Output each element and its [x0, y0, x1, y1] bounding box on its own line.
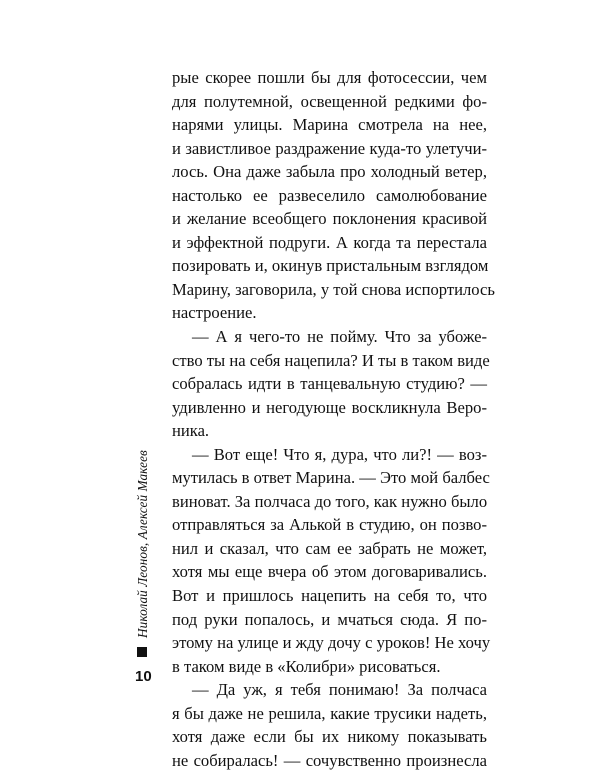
- text-line: ника.: [172, 421, 210, 441]
- text-line: рые скорее пошли бы для фотосессии, чем: [172, 68, 487, 87]
- text-line: Вот и пришлось нацепить на себя то, что: [172, 586, 487, 606]
- text-line: и желание всеобщего поклонения красивой: [172, 209, 487, 229]
- text-line: лось. Она даже забыла про холодный ветер,: [172, 162, 487, 182]
- text-line: в таком виде в «Колибри» рисоваться.: [172, 656, 441, 676]
- text-line: отправляться за Алькой в студию, он позво-: [172, 515, 487, 535]
- text-line: для полутемной, освещенной редкими фо-: [172, 91, 487, 111]
- text-line: Марину, заговорила, у той снова испортилось: [172, 279, 495, 299]
- text-line: нил и сказал, что сам ее забрать не может,: [172, 538, 487, 558]
- text-line: виноват. За полчаса до того, как нужно было: [172, 491, 488, 511]
- text-line: настолько ее развеселило самолюбование: [172, 185, 487, 205]
- text-line: этому на улице и жду дочу с уроков! Не хочу: [172, 633, 491, 653]
- page-number: 10: [135, 668, 152, 685]
- body-text: [172, 66, 495, 772]
- text-line: — А я чего-то не пойму. Что за убоже-: [192, 327, 487, 347]
- text-line: — Вот еще! Что я, дура, что ли?! — воз-: [192, 444, 487, 464]
- text-line: хотя даже если бы их никому показывать: [172, 727, 487, 747]
- text-line: удивленно и негодующе воскликнула Веро-: [172, 397, 487, 417]
- text-line: настроение.: [172, 303, 257, 323]
- text-line: и завистливое раздражение куда-то улетучи-: [172, 138, 487, 158]
- text-line: мутилась в ответ Марина. — Это мой балбес: [172, 468, 490, 488]
- text-line: ство ты на себя нацепила? И ты в таком виде: [172, 350, 490, 370]
- page-marker-square: [137, 647, 147, 657]
- text-line: позировать и, окинув пристальным взглядом: [172, 256, 489, 276]
- text-line: не собиралась! — сочувственно произнесла: [172, 750, 487, 770]
- text-line: и эффектной подруги. А когда та перестала: [172, 232, 487, 252]
- text-line: я бы даже не решила, какие трусики надеть,: [172, 703, 487, 723]
- running-header-authors: Николай Леонов, Алексей Макеев: [135, 450, 150, 638]
- text-line: хотя мы еще вчера об этом договаривались.: [172, 562, 487, 582]
- text-line: под руки попалось, и мчаться сюда. Я по-: [172, 609, 487, 629]
- text-line: нарями улицы. Марина смотрела на нее,: [172, 115, 487, 135]
- text-line: собралась идти в танцевальную студию? —: [172, 374, 487, 394]
- text-line: — Да уж, я тебя понимаю! За полчаса: [192, 680, 487, 700]
